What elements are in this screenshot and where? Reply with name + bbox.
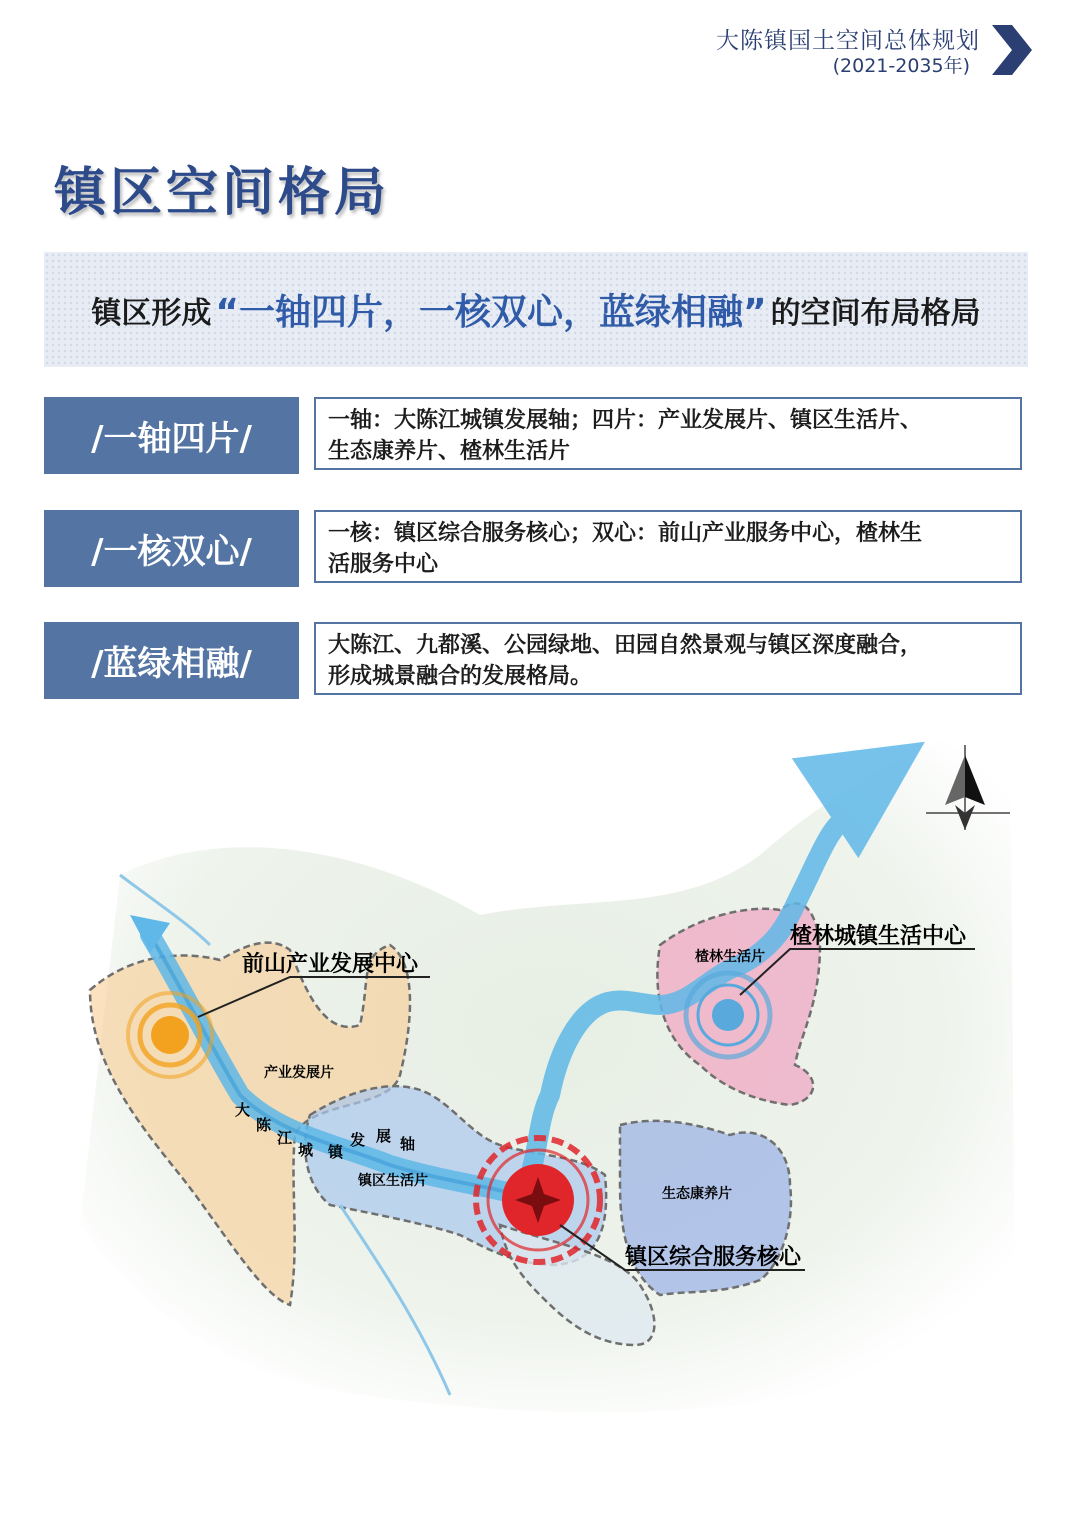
- row-desc-line: 活服务中心: [328, 552, 439, 577]
- row-desc-line: 形成城景融合的发展格局。: [328, 664, 593, 689]
- row-label-axis: /一轴四片/: [44, 397, 299, 474]
- row-desc-axis: [314, 397, 1022, 470]
- row-desc-bluegreen: [314, 622, 1022, 695]
- row-desc-line: 一核：镇区综合服务核心；双心：前山产业服务中心，楂林生: [328, 521, 923, 546]
- summary-prefix: 镇区形成: [91, 295, 212, 331]
- zone-label-town-life: 镇区生活片: [358, 1173, 428, 1189]
- spatial-structure-map: [60, 705, 1020, 1425]
- axis-char: 发: [350, 1131, 366, 1149]
- document-years: (2021-2035年): [832, 55, 970, 77]
- axis-char: 大: [235, 1101, 251, 1119]
- callout-core: 镇区综合服务核心: [625, 1245, 802, 1270]
- axis-char: 展: [376, 1127, 392, 1145]
- summary-highlight: “一轴四片，一核双心，蓝绿相融”: [215, 292, 767, 333]
- document-title: 大陈镇国土空间总体规划: [716, 28, 980, 54]
- row-label-bluegreen: /蓝绿相融/: [44, 622, 299, 699]
- zone-label-zhalin: 楂林生活片: [695, 949, 765, 965]
- callout-zhalin: 楂林城镇生活中心: [790, 924, 967, 949]
- axis-char: 江: [277, 1129, 293, 1147]
- summary-band: [44, 252, 1028, 367]
- page-title: 镇区空间格局: [54, 163, 391, 223]
- row-desc-line: 生态康养片、楂林生活片: [328, 439, 571, 464]
- axis-char: 陈: [256, 1116, 272, 1134]
- axis-char: 城: [298, 1141, 314, 1159]
- row-desc-line: 一轴：大陈江城镇发展轴；四片：产业发展片、镇区生活片、: [328, 408, 923, 433]
- qianshan-center-marker: [128, 993, 212, 1077]
- zhalin-center-marker: [686, 973, 770, 1057]
- zone-label-eco: 生态康养片: [662, 1186, 732, 1202]
- summary-suffix: 的空间布局格局: [770, 295, 981, 331]
- summary-text: [44, 252, 1028, 367]
- row-label-core: /一核双心/: [44, 510, 299, 587]
- zone-label-industry: 产业发展片: [264, 1065, 334, 1081]
- callout-qianshan: 前山产业发展中心: [242, 952, 419, 977]
- axis-char: 镇: [328, 1143, 344, 1161]
- row-desc-core: [314, 510, 1022, 583]
- chevron-right-icon: [990, 25, 1032, 75]
- axis-char: 轴: [400, 1135, 416, 1153]
- row-desc-line: 大陈江、九都溪、公园绿地、田园自然景观与镇区深度融合，: [328, 633, 923, 658]
